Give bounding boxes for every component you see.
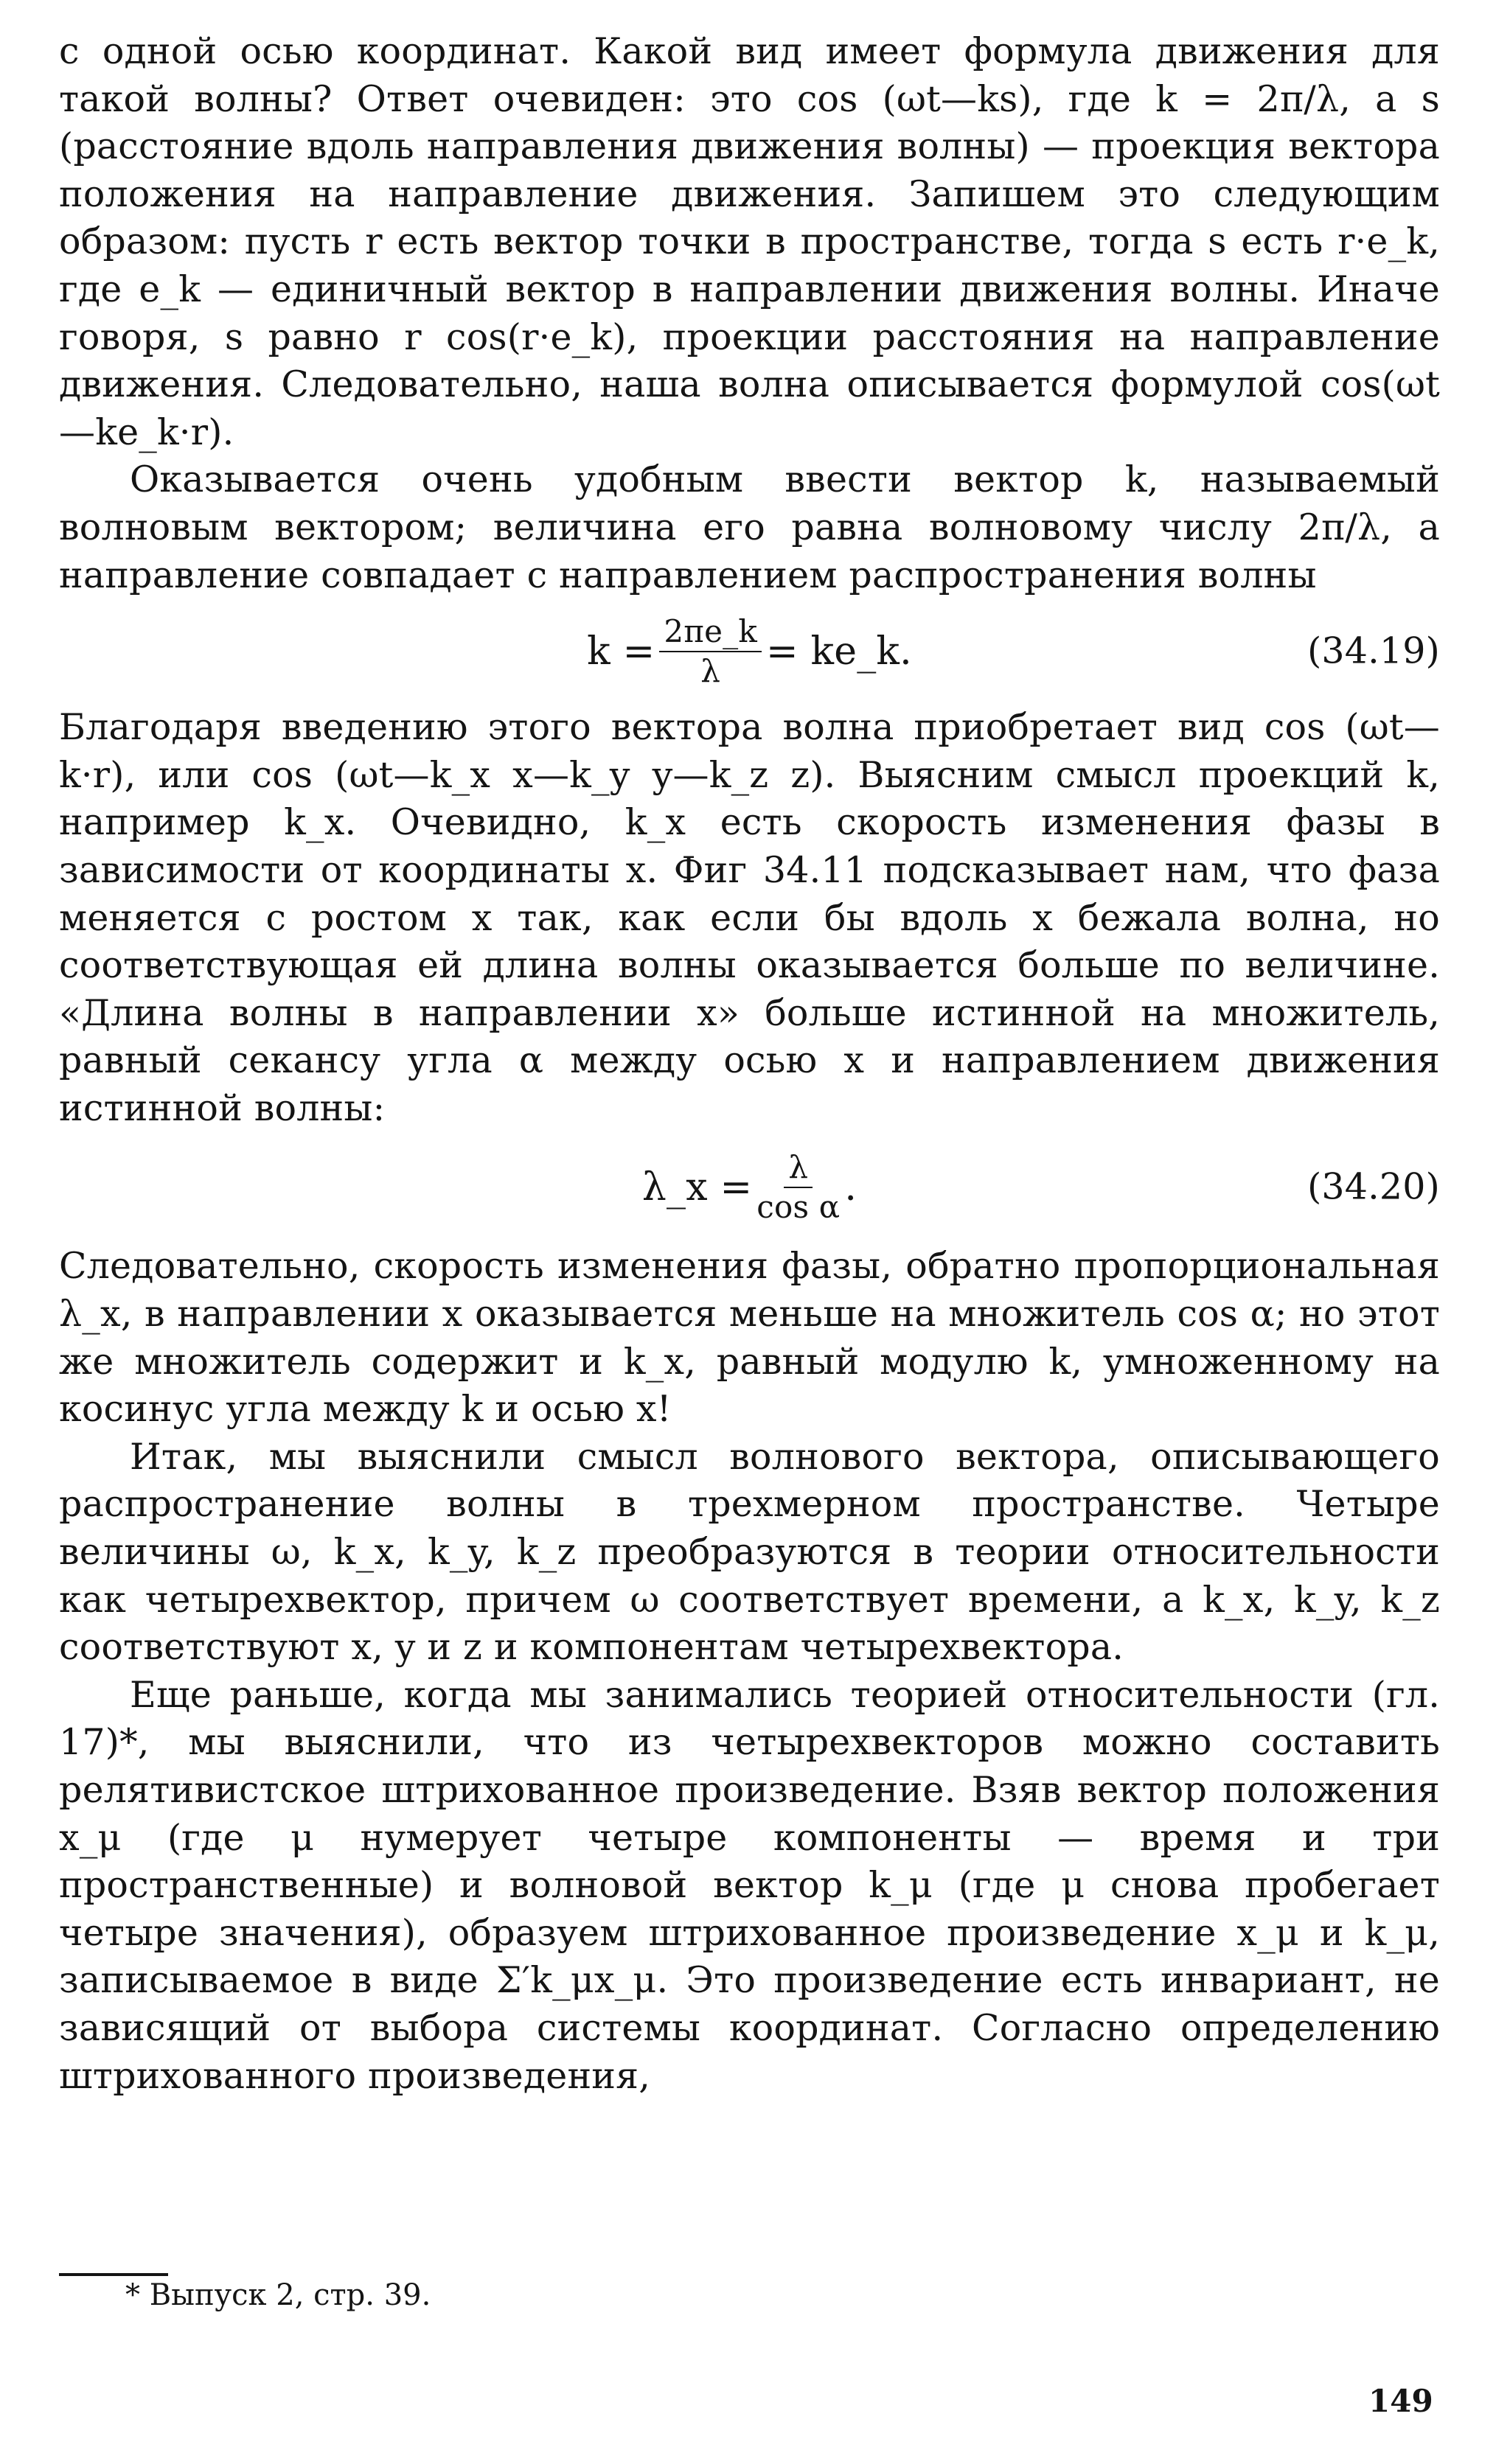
paragraph-wave-vector: Оказывается очень удобным ввести вектор k, называемый волновым вектором; величина его равна волновому числу 2π/λ, а направление совпадает с направлением распространения волны — [59, 458, 1452, 596]
eq1-fraction — [659, 612, 762, 691]
eq2-rhs: . — [844, 1165, 857, 1210]
equation-34-20 — [59, 1132, 1440, 1243]
paragraph-phase-rate: Следовательно, скорость изменения фазы, обратно пропорциональная λ_x, в направлении x оказывается меньше на множитель cos α; но этот же множитель содержит и k_x, равный модулю k, умноженному на косинус угла между k и осью x! — [59, 1245, 1452, 1431]
equation-number: (34.20) — [1307, 1166, 1440, 1209]
eq1-denominator: λ — [700, 653, 721, 690]
paragraph-projections: Благодаря введению этого вектора волна приобретает вид cos (ωt—k·r), или cos (ωt—k_x x—k_y y—k_z z). Выясним смысл проекций k, например k_x. Очевидно, k_x есть скорость изменения фазы в зависимости от координаты x. Фиг 34.11 подсказывает нам, что фаза меняется с ростом x так, как если бы вдоль x бежала волна, но соответствующая ей длина волны оказывается больше по величине. «Длина волны в направлении x» больше истинной на множитель, равный секансу угла α между осью x и направлением движения истинной волны: — [59, 706, 1452, 1129]
eq2-denominator: cos α — [756, 1189, 841, 1226]
paragraph-four-vector: Итак, мы выяснили смысл волнового вектора, описывающего распространение волны в трехмерном пространстве. Четыре величины ω, k_x, k_y, k_z преобразуются в теории относительности как четырехвектор, причем ω соответствует времени, а k_x, k_y, k_z соответствуют x, y и z и компонентам четырехвектора. — [59, 1435, 1452, 1669]
equation-number: (34.19) — [1307, 629, 1440, 672]
page-body — [59, 28, 1452, 2100]
eq2-lhs: λ_x = — [641, 1165, 753, 1210]
eq1-numerator: 2πe_k — [659, 612, 762, 652]
footnote: * Выпуск 2, стр. 39. — [125, 2278, 431, 2312]
eq1-lhs: k = — [587, 629, 655, 674]
paragraph-dot-product: Еще раньше, когда мы занимались теорией относительности (гл. 17)*, мы выяснили, что из четырехвекторов можно составить релятивистское штрихованное произведение. Взяв вектор положения x_μ (где μ нумерует четыре компоненты — время и три пространственные) и волновой вектор k_μ (где μ снова пробегает четыре значения), образуем штрихованное произведение x_μ и k_μ, записываемое в виде Σ′k_μx_μ. Это произведение есть инвариант, не зависящий от выбора системы координат. Согласно определению штрихованного произведения, — [59, 1673, 1452, 2097]
eq2-fraction — [756, 1148, 840, 1226]
eq1-rhs: = ke_k. — [766, 629, 912, 674]
eq2-numerator: λ — [784, 1148, 813, 1188]
paragraph-wave-formula: с одной осью координат. Какой вид имеет формула движения для такой волны? Ответ очевиден: это cos (ωt—ks), где k = 2π/λ, а s (расстояние вдоль направления движения волны) — проекция вектора положения на направление движения. Запишем это следующим образом: пусть r есть вектор точки в пространстве, тогда s есть r·e_k, где e_k — единичный вектор в направлении движения волны. Иначе говоря, s равно r cos(r·e_k), проекции расстояния на направление движения. Следовательно, наша волна описывается формулой cos(ωt—ke_k·r). — [59, 30, 1452, 453]
page-number: 149 — [1368, 2383, 1433, 2419]
equation-34-19 — [59, 599, 1440, 704]
